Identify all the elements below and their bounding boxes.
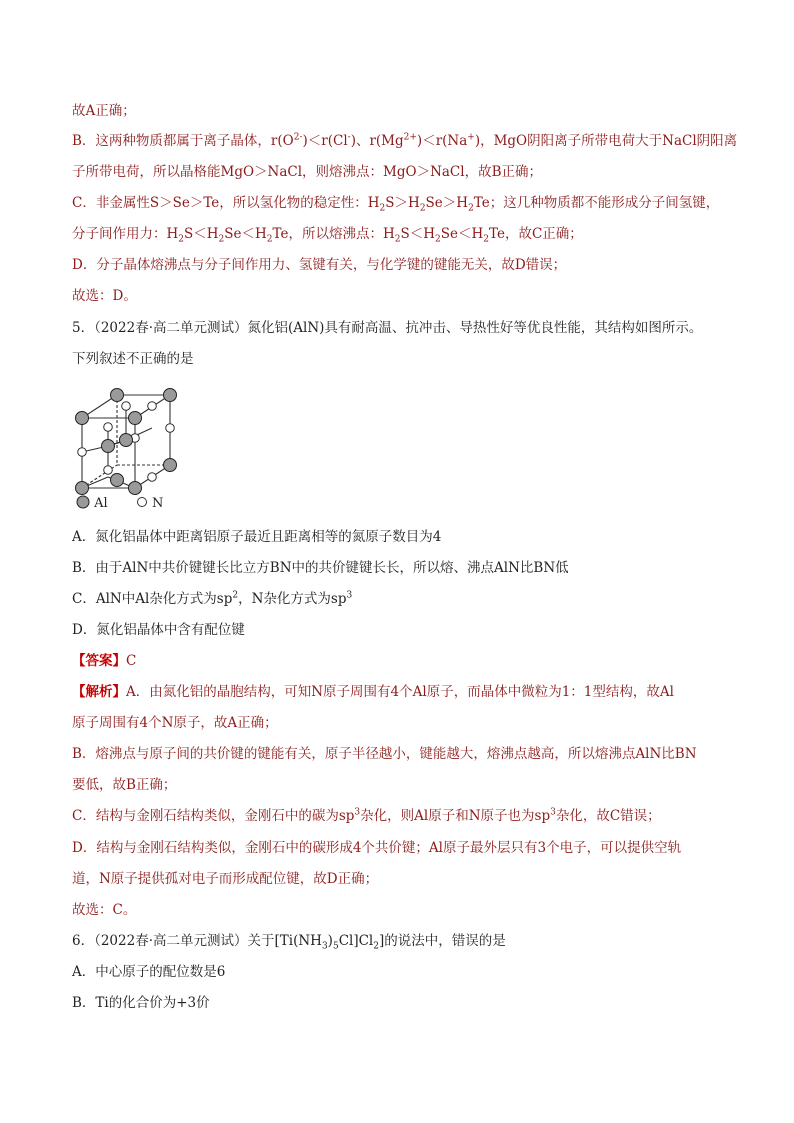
explanation-line: 故选：D。 [72,288,137,304]
answer-line [72,651,136,671]
option-a: A．中心原子的配位数是6 [72,964,226,980]
explanation-line: 故A正确； [72,103,136,119]
explanation-line: C．非金属性S＞Se＞Te，所以氢化物的稳定性：$H_2S>H_2Se>H_2Te$；这几种物质都不能形成分子间氢键， [72,195,720,214]
option-c: C．AlN中Al杂化方式为$sp^2$，N杂化方式为$sp^3$ [72,590,353,607]
question-5-stem: 5．（2022春·高二单元测试）氮化铝(AlN)具有耐高温、抗冲击、导热性好等优良性能，其结构如图所示。 [72,320,703,336]
explanation-line: 原子周围有4个N原子，故A正确； [72,715,278,731]
explanation-line: 子所带电荷，所以晶格能MgO＞NaCl，则熔沸点：MgO＞NaCl，故B正确； [72,164,543,180]
explanation-line: 故选：C。 [72,902,137,918]
legend-al-label: Al [94,496,108,511]
explanation-label: 【解析】 [72,684,126,700]
answer-label: 【答案】 [72,653,126,669]
explanation-line: B．熔沸点与原子间的共价键的键能有关，原子半径越小，键能越大，熔沸点越高，所以熔沸点AlN比BN [72,746,697,762]
explanation-line: 道，N原子提供孤对电子而形成配位键，故D正确； [72,871,379,887]
al-atom-icon [76,495,90,509]
explanation-line: 要低，故B正确； [72,777,177,793]
question-5-stem: 下列叙述不正确的是 [72,351,194,367]
explanation-line: 【解析】A．由氮化铝的晶胞结构，可知N原子周围有4个Al原子，而晶体中微粒为1：1型结构，故Al [72,684,674,700]
explanation-line: C．结构与金刚石结构类似，金刚石中的碳为$sp^3$杂化，则Al原子和N原子也为$sp^3$杂化，故C错误； [72,807,661,824]
option-b: B．Ti的化合价为+3价 [72,995,210,1011]
explanation-line: D．分子晶体熔沸点与分子间作用力、氢键有关，与化学键的键能无关，故D错误； [72,257,567,273]
explanation-line: B．这两种物质都属于离子晶体，$r(O^{2-})<r(Cl^-)$、$r(Mg^{2+})<r(Na^+)$，MgO阴阳离子所带电荷大于NaCl阴阳离 [72,132,738,149]
answer-value: C [126,653,137,669]
explanation-line: D．结构与金刚石结构类似，金刚石中的碳形成4个共价键；Al原子最外层只有3个电子，可以提供空轨 [72,840,682,856]
explanation-line: 分子间作用力：$H_2S<H_2Se<H_2Te$，所以熔沸点：$H_2S<H_2Se<H_2Te$，故C正确； [72,226,583,245]
option-a: A．氮化铝晶体中距离铝原子最近且距离相等的氮原子数目为4 [72,529,442,545]
question-6-stem: 6．（2022春·高二单元测试）关于$[Ti(NH_3)_5Cl]Cl_2$]的说法中，错误的是 [72,933,506,952]
n-atom-icon [136,496,148,508]
legend-n-label: N [151,496,164,511]
figure-legend [76,495,163,511]
option-d: D．氮化铝晶体中含有配位键 [72,622,245,638]
option-b: B．由于AlN中共价键键长比立方BN中的共价键键长长，所以熔、沸点AlN比BN低 [72,560,569,576]
